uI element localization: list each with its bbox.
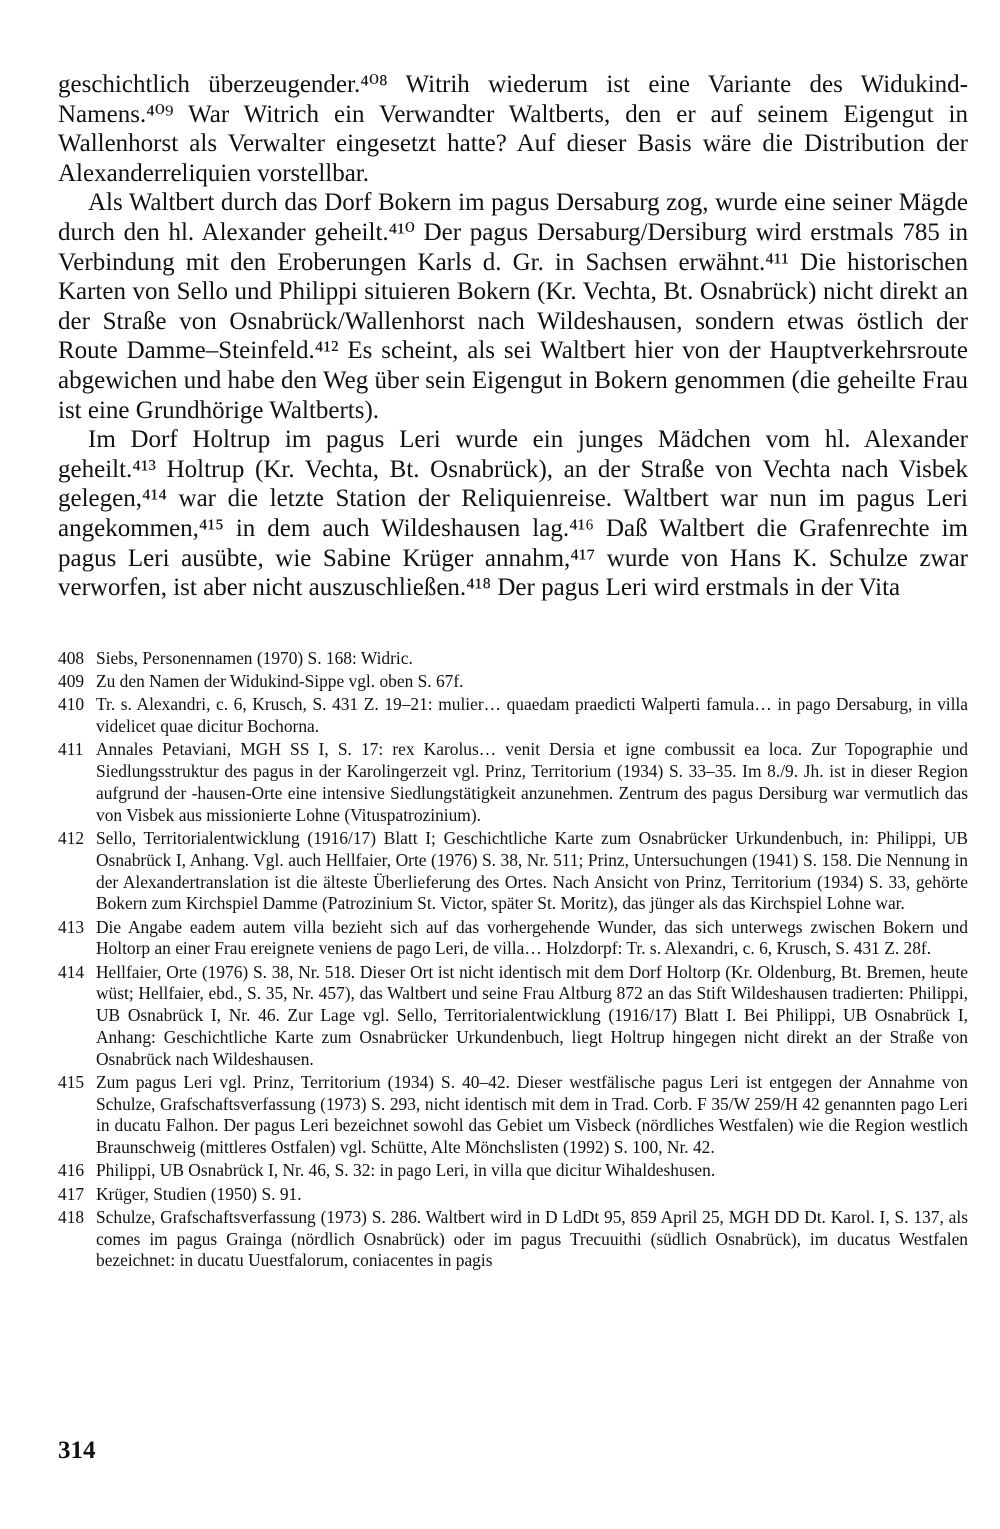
footnote-text: Philippi, UB Osnabrück I, Nr. 46, S. 32: in pago Leri, in villa que dicitur Wihaldeshusen. — [96, 1160, 716, 1181]
footnote-text: Die Angabe eadem autem villa bezieht sich auf das vorhergehende Wunder, das sich unterwegs zwischen Bokern und Holtorp an einer Frau ereignete veniens de pago Leri, de villa… Holzdorpf: Tr. s. Alexandri, c. 6, Krusch, S. 431 Z. 28f. — [96, 916, 968, 959]
footnote-text: Tr. s. Alexandri, c. 6, Krusch, S. 431 Z. 19–21: mulier… quaedam praedicti Walperti famula… in pago Dersaburg, in villa videlicet quae dicitur Bochorna. — [96, 694, 968, 737]
footnote-number: 411 — [58, 739, 84, 760]
main-text — [58, 70, 968, 603]
footnote-text: Sello, Territorialentwicklung (1916/17) Blatt I; Geschichtliche Karte zum Osnabrücker Urkundenbuch, in: Philippi, UB Osnabrück I, Anhang. Vgl. auch Hellfaier, Orte (1976) S. 38, Nr. 511; Prinz, Untersuchungen (1941) S. 158. Die Nennung in der Alexandertranslation ist die älteste Überlieferung des Ortes. Nach Ansicht von Prinz, Territorium (1934) S. 33, gehörte Bokern zum Kirchspiel Damme (Patrozinium St. Victor, später St. Moritz), das jünger als das Kirchspiel Lohne war. — [96, 827, 968, 914]
footnote-410 — [58, 694, 968, 738]
footnotes — [58, 648, 968, 1274]
footnote-text: Krüger, Studien (1950) S. 91. — [96, 1183, 302, 1204]
paragraph-2: Als Waltbert durch das Dorf Bokern im pagus Dersaburg zog, wurde eine seiner Mägde durch den hl. Alexander geheilt.⁴¹⁰ Der pagus Dersaburg/Dersiburg wird erstmals 785 in Verbindung mit den Eroberungen Karls d. Gr. in Sachsen erwähnt.⁴¹¹ Die historischen Karten von Sello und Philippi situieren Bokern (Kr. Vechta, Bt. Osnabrück) nicht direkt an der Straße von Osnabrück/Wallenhorst nach Wildeshausen, sondern etwas östlich der Route Damme–Steinfeld.⁴¹² Es scheint, als sei Waltbert hier von der Hauptverkehrsroute abgewichen und habe den Weg über sein Eigengut in Bokern genommen (die geheilte Frau ist eine Grundhörige Waltberts). — [58, 189, 968, 424]
footnote-408 — [58, 648, 968, 670]
footnote-text: Siebs, Personennamen (1970) S. 168: Widric. — [96, 648, 413, 668]
footnote-text: Hellfaier, Orte (1976) S. 38, Nr. 518. Dieser Ort ist nicht identisch mit dem Dorf Holtorp (Kr. Oldenburg, Bt. Bremen, heute wüst; Hellfaier, ebd., S. 35, Nr. 457), das Waltbert und seine Frau Altburg 872 an das Stift Wildeshausen tradierten: Philippi, UB Osnabrück I, Nr. 46. Zur Lage vgl. Sello, Territorialentwicklung (1916/17) Blatt I. Bei Philippi, UB Osnabrück I, Anhang: Geschichtliche Karte zum Osnabrücker Urkundenbuch, liegt Holtrup hingegen nicht direkt an der Straße von Osnabrück nach Wildeshausen. — [96, 961, 968, 1069]
footnote-417 — [58, 1184, 968, 1206]
footnote-418 — [58, 1207, 968, 1272]
footnote-414 — [58, 962, 968, 1071]
footnote-number: 416 — [58, 1160, 85, 1181]
footnote-text: Schulze, Grafschaftsverfassung (1973) S. 286. Waltbert wird in D LdDt 95, 859 April 25, MGH DD Dt. Karol. I, S. 137, als comes im pagus Grainga (nördlich Osnabrück) oder im pagus Trecuuithi (südlich Osnabrück), im ducatus Westfalen bezeichnet: in ducatu Uuestfalorum, coniacentes in pagis — [96, 1206, 968, 1271]
footnote-number: 412 — [58, 827, 85, 848]
footnote-text: Annales Petaviani, MGH SS I, S. 17: rex Karolus… venit Dersia et igne combussit ea loca. Zur Topographie und Siedlungsstruktur des pagus in der Karolingerzeit vgl. Prinz, Territorium (1934) S. 33–35. Im 8./9. Jh. ist in dieser Region aufgrund der -hausen-Orte eine intensive Siedlungstätigkeit anzunehmen. Zentrum des pagus Dersiburg war vermutlich das von Visbek aus missionierte Lohne (Vituspatrozinium). — [96, 739, 968, 825]
footnote-number: 409 — [58, 671, 85, 692]
footnote-416 — [58, 1160, 968, 1182]
footnote-415 — [58, 1072, 968, 1159]
footnote-number: 415 — [58, 1071, 85, 1092]
footnote-number: 408 — [58, 648, 85, 668]
footnote-text: Zum pagus Leri vgl. Prinz, Territorium (1934) S. 40–42. Dieser westfälische pagus Leri ist entgegen der Annahme von Schulze, Grafschaftsverfassung (1973) S. 293, nicht identisch mit dem in Trad. Corb. F 35/W 259/H 42 genannten pago Leri in ducatu Falhon. Der pagus Leri bezeichnet sowohl das Gebiet um Visbeck (nördliches Westfalen) wie die Region westlich Braunschweig (mittleres Ostfalen) vgl. Schütte, Alte Mönchslisten (1992) S. 100, Nr. 42. — [96, 1071, 968, 1158]
footnote-413 — [58, 917, 968, 961]
footnote-412 — [58, 828, 968, 915]
page-number: 314 — [58, 1437, 96, 1464]
footnote-text: Zu den Namen der Widukind-Sippe vgl. oben S. 67f. — [96, 671, 464, 692]
paragraph-3: Im Dorf Holtrup im pagus Leri wurde ein junges Mädchen vom hl. Alexander geheilt.⁴¹³ Holtrup (Kr. Vechta, Bt. Osnabrück), an der Straße von Vechta nach Visbek gelegen,⁴¹⁴ war die letzte Station der Reliquienreise. Waltbert war nun im pagus Leri angekommen,⁴¹⁵ in dem auch Wildeshausen lag.⁴¹⁶ Daß Waltbert die Grafenrechte im pagus Leri ausübte, wie Sabine Krüger annahm,⁴¹⁷ wurde von Hans K. Schulze zwar verworfen, ist aber nicht auszuschließen.⁴¹⁸ Der pagus Leri wird erstmals in der Vita — [58, 426, 968, 602]
paragraph-1: geschichtlich überzeugender.⁴⁰⁸ Witrih wiederum ist eine Variante des Widukind-Namens.⁴⁰⁹ War Witrich ein Verwandter Waltberts, den er auf seinem Eigengut in Wallenhorst als Verwalter eingesetzt hatte? Auf dieser Basis wäre die Distribution der Alexanderreliquien vorstellbar. — [58, 71, 968, 187]
footnote-number: 417 — [58, 1183, 85, 1204]
footnote-number: 413 — [58, 916, 85, 937]
footnote-409 — [58, 671, 968, 693]
footnote-number: 414 — [58, 961, 85, 982]
footnote-number: 410 — [58, 694, 85, 715]
footnote-number: 418 — [58, 1206, 85, 1227]
footnote-411 — [58, 739, 968, 826]
